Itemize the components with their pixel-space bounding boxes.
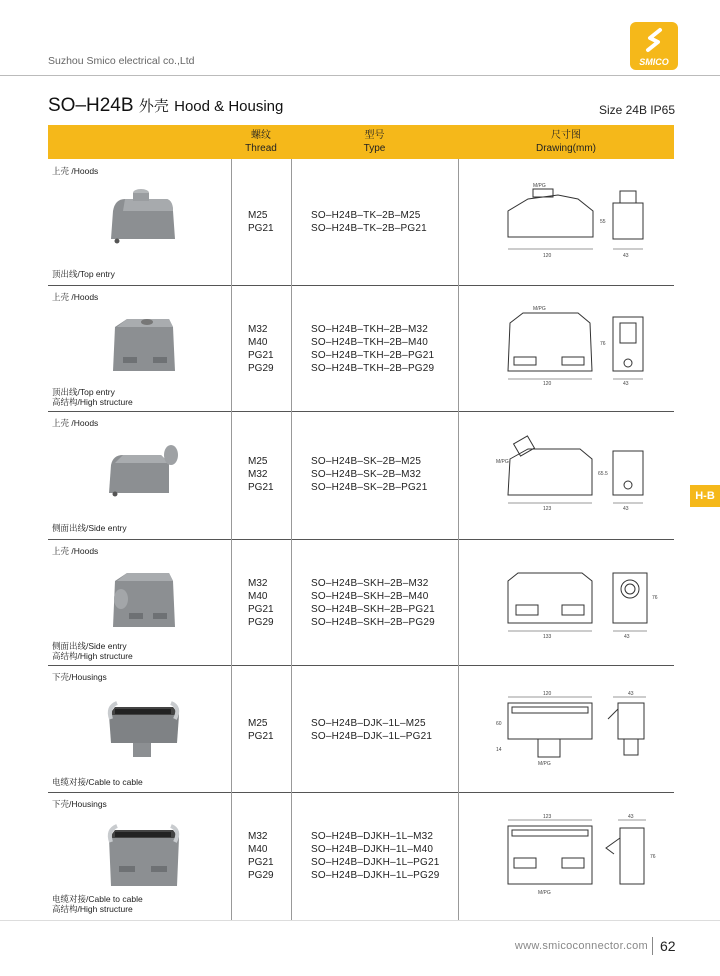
row-entry: 侧面出线/Side entry bbox=[52, 523, 127, 533]
title-cn: 外壳 bbox=[138, 98, 169, 115]
dim-thread: M/PG bbox=[533, 183, 546, 189]
dim-width: 133 bbox=[543, 634, 552, 640]
type-value: SO–H24B–SKH–2B–M40 bbox=[311, 591, 429, 602]
col-divider bbox=[458, 285, 459, 411]
type-value: SO–H24B–DJKH–1L–PG29 bbox=[311, 870, 440, 881]
dim-height: 76 bbox=[600, 341, 606, 347]
dimension-drawing bbox=[488, 433, 678, 513]
thread-value: PG21 bbox=[248, 731, 274, 742]
title-model: SO–H24B bbox=[48, 95, 134, 116]
col-divider bbox=[231, 539, 232, 665]
thread-value: M32 bbox=[248, 831, 268, 842]
dim-thread: M/PG bbox=[496, 459, 509, 465]
type-list bbox=[311, 209, 427, 235]
col-divider bbox=[291, 539, 292, 665]
size-label: Size 24B IP65 bbox=[598, 103, 675, 117]
header-type bbox=[291, 125, 458, 159]
thread-value: M32 bbox=[248, 324, 268, 335]
row-entry: 顶出线/Top entry bbox=[52, 269, 115, 279]
type-value: SO–H24B–SKH–2B–PG29 bbox=[311, 617, 435, 628]
type-value: SO–H24B–DJK–1L–PG21 bbox=[311, 731, 433, 742]
product-row-skh bbox=[48, 539, 674, 666]
thread-value: M40 bbox=[248, 591, 268, 602]
thread-value: M25 bbox=[248, 456, 268, 467]
thread-list bbox=[248, 577, 274, 629]
header-drawing bbox=[458, 125, 674, 159]
dim-height: 76 bbox=[652, 595, 658, 601]
col-divider bbox=[231, 792, 232, 921]
type-value: SO–H24B–SK–2B–M25 bbox=[311, 456, 422, 467]
col-divider bbox=[291, 665, 292, 792]
thread-value: PG21 bbox=[248, 350, 274, 361]
dimension-drawing bbox=[488, 181, 678, 261]
hood-side-entry-photo bbox=[103, 433, 183, 503]
dim-thread: M/PG bbox=[538, 761, 551, 767]
hood-top-entry-high-photo bbox=[103, 305, 183, 380]
dim-depth: 43 bbox=[628, 691, 634, 697]
type-value: SO–H24B–TK–2B–PG21 bbox=[311, 223, 427, 234]
dimension-drawing bbox=[488, 565, 678, 645]
row-category: 下壳/Housings bbox=[52, 672, 107, 682]
housing-cable-photo bbox=[103, 689, 183, 769]
col-divider bbox=[291, 411, 292, 539]
dim-height-2: 14 bbox=[496, 747, 502, 753]
product-row-tkh bbox=[48, 285, 674, 412]
table-header bbox=[48, 125, 674, 159]
header-drawing-en: Drawing(mm) bbox=[536, 143, 596, 154]
section-tab: H-B bbox=[690, 485, 720, 507]
row-category: 下壳/Housings bbox=[52, 799, 107, 809]
header-drawing-cn: 尺寸图 bbox=[551, 130, 581, 141]
type-value: SO–H24B–DJK–1L–M25 bbox=[311, 718, 426, 729]
header-thread bbox=[231, 125, 291, 159]
row-entry: 电缆对接/Cable to cable bbox=[52, 894, 143, 904]
dim-width: 123 bbox=[543, 506, 552, 512]
title-en: Hood & Housing bbox=[174, 98, 284, 115]
dim-height: 55 bbox=[600, 219, 606, 225]
dim-depth: 43 bbox=[623, 253, 629, 259]
page-number: 62 bbox=[660, 938, 676, 954]
dim-thread: M/PG bbox=[533, 306, 546, 312]
header-divider bbox=[0, 75, 720, 76]
row-category: 上壳 /Hoods bbox=[52, 166, 99, 176]
dim-depth: 43 bbox=[628, 814, 634, 820]
row-entry-structure: 高结构/High structure bbox=[52, 904, 133, 914]
thread-value: M25 bbox=[248, 718, 268, 729]
type-value: SO–H24B–TKH–2B–PG29 bbox=[311, 363, 435, 374]
type-list bbox=[311, 455, 427, 494]
type-value: SO–H24B–SKH–2B–PG21 bbox=[311, 604, 435, 615]
thread-value: PG29 bbox=[248, 870, 274, 881]
product-row-tk bbox=[48, 159, 674, 286]
thread-list bbox=[248, 209, 274, 235]
thread-list bbox=[248, 717, 274, 743]
product-row-djkh bbox=[48, 792, 674, 921]
thread-list bbox=[248, 830, 274, 882]
page-separator bbox=[652, 937, 653, 955]
col-divider bbox=[458, 159, 459, 285]
header-thread-cn: 螺纹 bbox=[251, 130, 271, 141]
type-value: SO–H24B–SK–2B–PG21 bbox=[311, 482, 428, 493]
thread-list bbox=[248, 455, 274, 494]
type-value: SO–H24B–TKH–2B–PG21 bbox=[311, 350, 435, 361]
logo-text: SMICO bbox=[639, 57, 669, 67]
page-title bbox=[48, 95, 283, 117]
thread-value: PG29 bbox=[248, 617, 274, 628]
footer-divider bbox=[0, 920, 720, 921]
row-category: 上壳 /Hoods bbox=[52, 546, 99, 556]
thread-value: PG21 bbox=[248, 857, 274, 868]
col-divider bbox=[291, 285, 292, 411]
type-value: SO–H24B–TK–2B–M25 bbox=[311, 210, 421, 221]
col-divider bbox=[231, 665, 232, 792]
dim-width: 120 bbox=[543, 253, 552, 259]
thread-value: PG21 bbox=[248, 604, 274, 615]
dim-depth: 43 bbox=[623, 506, 629, 512]
row-entry-structure: 高结构/High structure bbox=[52, 651, 133, 661]
hood-side-entry-high-photo bbox=[103, 559, 183, 637]
product-row-djk bbox=[48, 665, 674, 793]
type-value: SO–H24B–SK–2B–M32 bbox=[311, 469, 422, 480]
row-entry: 侧面出线/Side entry bbox=[52, 641, 127, 651]
company-name: Suzhou Smico electrical co.,Ltd bbox=[48, 55, 195, 67]
thread-value: M40 bbox=[248, 337, 268, 348]
footer-url[interactable]: www.smicoconnector.com bbox=[514, 940, 648, 952]
row-entry-structure: 高结构/High structure bbox=[52, 397, 133, 407]
product-row-sk bbox=[48, 411, 674, 540]
col-divider bbox=[231, 285, 232, 411]
housing-cable-high-photo bbox=[103, 814, 183, 894]
col-divider bbox=[231, 411, 232, 539]
type-value: SO–H24B–TKH–2B–M40 bbox=[311, 337, 428, 348]
thread-list bbox=[248, 323, 274, 375]
header-type-cn: 型号 bbox=[364, 130, 385, 141]
col-divider bbox=[291, 159, 292, 285]
dimension-drawing bbox=[488, 814, 678, 900]
dim-width: 120 bbox=[543, 691, 552, 697]
dim-width: 120 bbox=[543, 381, 552, 387]
header-type-en: Type bbox=[363, 143, 386, 154]
row-category: 上壳 /Hoods bbox=[52, 418, 99, 428]
col-divider bbox=[291, 792, 292, 921]
thread-value: M32 bbox=[248, 469, 268, 480]
header-thread-en: Thread bbox=[245, 143, 277, 154]
type-value: SO–H24B–DJKH–1L–M40 bbox=[311, 844, 434, 855]
type-list bbox=[311, 830, 440, 882]
dim-width: 123 bbox=[543, 814, 552, 820]
row-category: 上壳 /Hoods bbox=[52, 292, 99, 302]
type-value: SO–H24B–DJKH–1L–M32 bbox=[311, 831, 434, 842]
type-list bbox=[311, 323, 434, 375]
col-divider bbox=[231, 159, 232, 285]
thread-value: PG29 bbox=[248, 363, 274, 374]
col-divider bbox=[458, 792, 459, 921]
dim-depth: 43 bbox=[623, 381, 629, 387]
hood-top-entry-photo bbox=[103, 181, 183, 251]
thread-value: PG21 bbox=[248, 223, 274, 234]
thread-value: M25 bbox=[248, 210, 268, 221]
col-divider bbox=[458, 411, 459, 539]
dim-height: 65.5 bbox=[598, 471, 608, 477]
dim-height: 60 bbox=[496, 721, 502, 727]
type-value: SO–H24B–DJKH–1L–PG21 bbox=[311, 857, 440, 868]
logo-s-icon bbox=[630, 22, 678, 58]
dimension-drawing bbox=[488, 689, 678, 771]
row-entry: 顶出线/Top entry bbox=[52, 387, 115, 397]
type-value: SO–H24B–TKH–2B–M32 bbox=[311, 324, 428, 335]
smico-logo bbox=[630, 22, 678, 70]
type-value: SO–H24B–SKH–2B–M32 bbox=[311, 578, 429, 589]
col-divider bbox=[458, 665, 459, 792]
col-divider bbox=[458, 539, 459, 665]
row-entry: 电缆对接/Cable to cable bbox=[52, 777, 143, 787]
thread-value: M32 bbox=[248, 578, 268, 589]
dim-depth: 43 bbox=[624, 634, 630, 640]
type-list bbox=[311, 577, 435, 629]
type-list bbox=[311, 717, 432, 743]
dimension-drawing bbox=[488, 303, 678, 388]
dim-height: 76 bbox=[650, 854, 656, 860]
thread-value: M40 bbox=[248, 844, 268, 855]
thread-value: PG21 bbox=[248, 482, 274, 493]
dim-thread: M/PG bbox=[538, 890, 551, 896]
